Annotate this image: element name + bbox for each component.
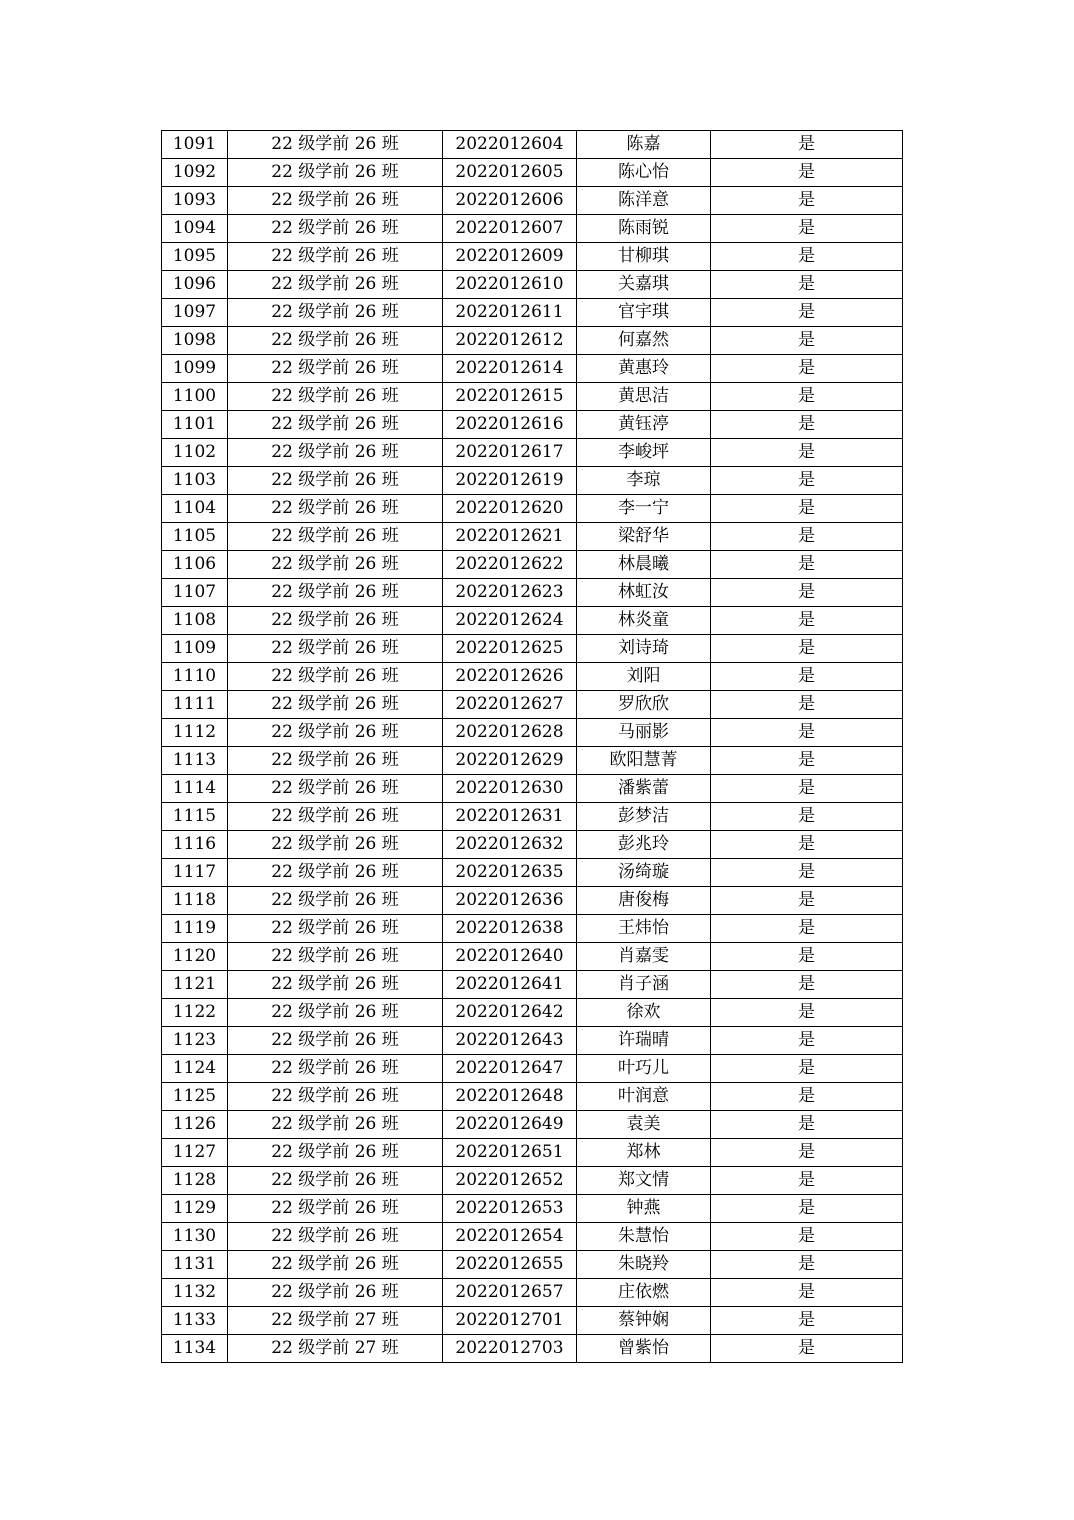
student-name-cell: 叶巧儿 <box>577 1055 711 1083</box>
row-number-cell: 1097 <box>162 299 228 327</box>
table-row <box>162 747 903 775</box>
student-id-cell: 2022012638 <box>443 915 577 943</box>
student-name-cell: 徐欢 <box>577 999 711 1027</box>
student-id-cell: 2022012611 <box>443 299 577 327</box>
table-row <box>162 915 903 943</box>
table-row <box>162 1167 903 1195</box>
student-id-cell: 2022012620 <box>443 495 577 523</box>
class-cell: 22 级学前 26 班 <box>228 131 443 159</box>
row-number-cell: 1130 <box>162 1223 228 1251</box>
status-cell: 是 <box>711 1251 903 1279</box>
row-number-cell: 1133 <box>162 1307 228 1335</box>
row-number-cell: 1099 <box>162 355 228 383</box>
table-row <box>162 355 903 383</box>
row-number-cell: 1107 <box>162 579 228 607</box>
student-id-cell: 2022012612 <box>443 327 577 355</box>
table-row <box>162 775 903 803</box>
class-cell: 22 级学前 26 班 <box>228 1279 443 1307</box>
student-id-cell: 2022012626 <box>443 663 577 691</box>
class-cell: 22 级学前 26 班 <box>228 1223 443 1251</box>
student-id-cell: 2022012635 <box>443 859 577 887</box>
row-number-cell: 1115 <box>162 803 228 831</box>
student-name-cell: 梁舒华 <box>577 523 711 551</box>
student-id-cell: 2022012610 <box>443 271 577 299</box>
student-name-cell: 郑文情 <box>577 1167 711 1195</box>
student-name-cell: 潘紫蕾 <box>577 775 711 803</box>
class-cell: 22 级学前 26 班 <box>228 1027 443 1055</box>
student-name-cell: 关嘉琪 <box>577 271 711 299</box>
student-name-cell: 李琼 <box>577 467 711 495</box>
student-id-cell: 2022012628 <box>443 719 577 747</box>
row-number-cell: 1103 <box>162 467 228 495</box>
class-cell: 22 级学前 26 班 <box>228 1251 443 1279</box>
status-cell: 是 <box>711 271 903 299</box>
status-cell: 是 <box>711 495 903 523</box>
status-cell: 是 <box>711 691 903 719</box>
table-row <box>162 971 903 999</box>
status-cell: 是 <box>711 215 903 243</box>
table-row <box>162 1251 903 1279</box>
student-name-cell: 彭兆玲 <box>577 831 711 859</box>
class-cell: 22 级学前 26 班 <box>228 831 443 859</box>
student-id-cell: 2022012619 <box>443 467 577 495</box>
table-row <box>162 1027 903 1055</box>
status-cell: 是 <box>711 327 903 355</box>
class-cell: 22 级学前 26 班 <box>228 1083 443 1111</box>
class-cell: 22 级学前 26 班 <box>228 467 443 495</box>
student-name-cell: 陈心怡 <box>577 159 711 187</box>
row-number-cell: 1127 <box>162 1139 228 1167</box>
student-name-cell: 李峻坪 <box>577 439 711 467</box>
table-row <box>162 859 903 887</box>
row-number-cell: 1102 <box>162 439 228 467</box>
student-id-cell: 2022012621 <box>443 523 577 551</box>
status-cell: 是 <box>711 411 903 439</box>
row-number-cell: 1101 <box>162 411 228 439</box>
table-row <box>162 803 903 831</box>
class-cell: 22 级学前 26 班 <box>228 327 443 355</box>
status-cell: 是 <box>711 1279 903 1307</box>
table-row <box>162 243 903 271</box>
class-cell: 22 级学前 26 班 <box>228 887 443 915</box>
status-cell: 是 <box>711 551 903 579</box>
student-name-cell: 汤绮璇 <box>577 859 711 887</box>
student-id-cell: 2022012614 <box>443 355 577 383</box>
row-number-cell: 1108 <box>162 607 228 635</box>
status-cell: 是 <box>711 159 903 187</box>
student-id-cell: 2022012632 <box>443 831 577 859</box>
student-id-cell: 2022012653 <box>443 1195 577 1223</box>
student-name-cell: 叶润意 <box>577 1083 711 1111</box>
row-number-cell: 1123 <box>162 1027 228 1055</box>
row-number-cell: 1128 <box>162 1167 228 1195</box>
student-name-cell: 朱晓羚 <box>577 1251 711 1279</box>
class-cell: 22 级学前 26 班 <box>228 523 443 551</box>
status-cell: 是 <box>711 243 903 271</box>
row-number-cell: 1131 <box>162 1251 228 1279</box>
row-number-cell: 1117 <box>162 859 228 887</box>
table-row <box>162 607 903 635</box>
class-cell: 22 级学前 26 班 <box>228 1055 443 1083</box>
status-cell: 是 <box>711 719 903 747</box>
student-name-cell: 马丽影 <box>577 719 711 747</box>
table-row <box>162 383 903 411</box>
student-name-cell: 官宇琪 <box>577 299 711 327</box>
class-cell: 22 级学前 26 班 <box>228 635 443 663</box>
table-row <box>162 439 903 467</box>
student-id-cell: 2022012615 <box>443 383 577 411</box>
class-cell: 22 级学前 26 班 <box>228 803 443 831</box>
status-cell: 是 <box>711 943 903 971</box>
row-number-cell: 1116 <box>162 831 228 859</box>
student-id-cell: 2022012617 <box>443 439 577 467</box>
student-name-cell: 钟燕 <box>577 1195 711 1223</box>
table-row <box>162 1223 903 1251</box>
table-row <box>162 1307 903 1335</box>
status-cell: 是 <box>711 439 903 467</box>
row-number-cell: 1106 <box>162 551 228 579</box>
student-name-cell: 彭梦洁 <box>577 803 711 831</box>
status-cell: 是 <box>711 383 903 411</box>
table-row <box>162 1335 903 1363</box>
class-cell: 22 级学前 26 班 <box>228 971 443 999</box>
status-cell: 是 <box>711 1223 903 1251</box>
status-cell: 是 <box>711 579 903 607</box>
status-cell: 是 <box>711 747 903 775</box>
class-cell: 22 级学前 26 班 <box>228 915 443 943</box>
row-number-cell: 1129 <box>162 1195 228 1223</box>
student-name-cell: 刘诗琦 <box>577 635 711 663</box>
status-cell: 是 <box>711 915 903 943</box>
status-cell: 是 <box>711 131 903 159</box>
student-id-cell: 2022012651 <box>443 1139 577 1167</box>
row-number-cell: 1124 <box>162 1055 228 1083</box>
status-cell: 是 <box>711 523 903 551</box>
row-number-cell: 1113 <box>162 747 228 775</box>
table-row <box>162 551 903 579</box>
class-cell: 22 级学前 26 班 <box>228 607 443 635</box>
student-id-cell: 2022012607 <box>443 215 577 243</box>
class-cell: 22 级学前 26 班 <box>228 663 443 691</box>
student-id-cell: 2022012623 <box>443 579 577 607</box>
table-row <box>162 523 903 551</box>
row-number-cell: 1120 <box>162 943 228 971</box>
row-number-cell: 1121 <box>162 971 228 999</box>
status-cell: 是 <box>711 355 903 383</box>
class-cell: 22 级学前 26 班 <box>228 859 443 887</box>
class-cell: 22 级学前 26 班 <box>228 1111 443 1139</box>
table-row <box>162 999 903 1027</box>
row-number-cell: 1094 <box>162 215 228 243</box>
status-cell: 是 <box>711 1195 903 1223</box>
student-table <box>161 130 903 1363</box>
student-name-cell: 何嘉然 <box>577 327 711 355</box>
student-name-cell: 肖子涵 <box>577 971 711 999</box>
student-id-cell: 2022012606 <box>443 187 577 215</box>
student-name-cell: 林炎童 <box>577 607 711 635</box>
status-cell: 是 <box>711 1335 903 1363</box>
table-row <box>162 411 903 439</box>
student-name-cell: 郑林 <box>577 1139 711 1167</box>
student-name-cell: 曾紫怡 <box>577 1335 711 1363</box>
row-number-cell: 1093 <box>162 187 228 215</box>
student-id-cell: 2022012642 <box>443 999 577 1027</box>
class-cell: 22 级学前 26 班 <box>228 943 443 971</box>
table-row <box>162 1111 903 1139</box>
row-number-cell: 1110 <box>162 663 228 691</box>
row-number-cell: 1126 <box>162 1111 228 1139</box>
status-cell: 是 <box>711 663 903 691</box>
row-number-cell: 1092 <box>162 159 228 187</box>
student-name-cell: 陈嘉 <box>577 131 711 159</box>
status-cell: 是 <box>711 635 903 663</box>
table-row <box>162 299 903 327</box>
status-cell: 是 <box>711 775 903 803</box>
status-cell: 是 <box>711 1167 903 1195</box>
status-cell: 是 <box>711 831 903 859</box>
student-name-cell: 罗欣欣 <box>577 691 711 719</box>
class-cell: 22 级学前 26 班 <box>228 215 443 243</box>
class-cell: 22 级学前 26 班 <box>228 187 443 215</box>
student-id-cell: 2022012652 <box>443 1167 577 1195</box>
student-id-cell: 2022012609 <box>443 243 577 271</box>
row-number-cell: 1104 <box>162 495 228 523</box>
table-row <box>162 1139 903 1167</box>
table-row <box>162 579 903 607</box>
table-row <box>162 495 903 523</box>
row-number-cell: 1119 <box>162 915 228 943</box>
student-id-cell: 2022012604 <box>443 131 577 159</box>
student-id-cell: 2022012627 <box>443 691 577 719</box>
table-row <box>162 187 903 215</box>
student-name-cell: 黄钰渟 <box>577 411 711 439</box>
class-cell: 22 级学前 26 班 <box>228 159 443 187</box>
table-row <box>162 327 903 355</box>
class-cell: 22 级学前 27 班 <box>228 1335 443 1363</box>
status-cell: 是 <box>711 803 903 831</box>
student-id-cell: 2022012636 <box>443 887 577 915</box>
table-row <box>162 831 903 859</box>
student-name-cell: 袁美 <box>577 1111 711 1139</box>
class-cell: 22 级学前 26 班 <box>228 1139 443 1167</box>
student-name-cell: 王炜怡 <box>577 915 711 943</box>
status-cell: 是 <box>711 1111 903 1139</box>
class-cell: 22 级学前 26 班 <box>228 411 443 439</box>
class-cell: 22 级学前 26 班 <box>228 775 443 803</box>
table-row <box>162 887 903 915</box>
class-cell: 22 级学前 26 班 <box>228 271 443 299</box>
table-row <box>162 663 903 691</box>
row-number-cell: 1132 <box>162 1279 228 1307</box>
table-row <box>162 943 903 971</box>
class-cell: 22 级学前 26 班 <box>228 355 443 383</box>
student-id-cell: 2022012616 <box>443 411 577 439</box>
status-cell: 是 <box>711 887 903 915</box>
class-cell: 22 级学前 27 班 <box>228 1307 443 1335</box>
class-cell: 22 级学前 26 班 <box>228 1167 443 1195</box>
table-row <box>162 467 903 495</box>
class-cell: 22 级学前 26 班 <box>228 579 443 607</box>
table-row <box>162 1055 903 1083</box>
table-row <box>162 635 903 663</box>
row-number-cell: 1091 <box>162 131 228 159</box>
class-cell: 22 级学前 26 班 <box>228 299 443 327</box>
student-name-cell: 朱慧怡 <box>577 1223 711 1251</box>
student-id-cell: 2022012625 <box>443 635 577 663</box>
student-id-cell: 2022012657 <box>443 1279 577 1307</box>
student-name-cell: 李一宁 <box>577 495 711 523</box>
student-name-cell: 陈洋意 <box>577 187 711 215</box>
row-number-cell: 1095 <box>162 243 228 271</box>
student-name-cell: 林虹汝 <box>577 579 711 607</box>
student-name-cell: 庄依燃 <box>577 1279 711 1307</box>
student-id-cell: 2022012649 <box>443 1111 577 1139</box>
student-id-cell: 2022012648 <box>443 1083 577 1111</box>
student-id-cell: 2022012605 <box>443 159 577 187</box>
class-cell: 22 级学前 26 班 <box>228 719 443 747</box>
row-number-cell: 1096 <box>162 271 228 299</box>
student-id-cell: 2022012703 <box>443 1335 577 1363</box>
student-id-cell: 2022012640 <box>443 943 577 971</box>
table-body <box>162 131 903 1363</box>
status-cell: 是 <box>711 859 903 887</box>
student-id-cell: 2022012641 <box>443 971 577 999</box>
student-name-cell: 林晨曦 <box>577 551 711 579</box>
table-row <box>162 159 903 187</box>
status-cell: 是 <box>711 299 903 327</box>
class-cell: 22 级学前 26 班 <box>228 495 443 523</box>
table-row <box>162 215 903 243</box>
student-id-cell: 2022012630 <box>443 775 577 803</box>
student-id-cell: 2022012631 <box>443 803 577 831</box>
status-cell: 是 <box>711 1083 903 1111</box>
student-id-cell: 2022012622 <box>443 551 577 579</box>
class-cell: 22 级学前 26 班 <box>228 747 443 775</box>
student-id-cell: 2022012643 <box>443 1027 577 1055</box>
class-cell: 22 级学前 26 班 <box>228 1195 443 1223</box>
row-number-cell: 1111 <box>162 691 228 719</box>
student-name-cell: 黄惠玲 <box>577 355 711 383</box>
class-cell: 22 级学前 26 班 <box>228 243 443 271</box>
status-cell: 是 <box>711 607 903 635</box>
student-name-cell: 许瑞晴 <box>577 1027 711 1055</box>
row-number-cell: 1109 <box>162 635 228 663</box>
row-number-cell: 1100 <box>162 383 228 411</box>
student-id-cell: 2022012654 <box>443 1223 577 1251</box>
student-name-cell: 陈雨锐 <box>577 215 711 243</box>
class-cell: 22 级学前 26 班 <box>228 691 443 719</box>
row-number-cell: 1105 <box>162 523 228 551</box>
status-cell: 是 <box>711 1027 903 1055</box>
student-name-cell: 刘阳 <box>577 663 711 691</box>
status-cell: 是 <box>711 187 903 215</box>
student-id-cell: 2022012647 <box>443 1055 577 1083</box>
class-cell: 22 级学前 26 班 <box>228 383 443 411</box>
row-number-cell: 1134 <box>162 1335 228 1363</box>
status-cell: 是 <box>711 1139 903 1167</box>
table-row <box>162 1083 903 1111</box>
student-name-cell: 甘柳琪 <box>577 243 711 271</box>
class-cell: 22 级学前 26 班 <box>228 551 443 579</box>
table-row <box>162 691 903 719</box>
row-number-cell: 1122 <box>162 999 228 1027</box>
table-row <box>162 1195 903 1223</box>
status-cell: 是 <box>711 999 903 1027</box>
status-cell: 是 <box>711 1055 903 1083</box>
status-cell: 是 <box>711 1307 903 1335</box>
row-number-cell: 1125 <box>162 1083 228 1111</box>
row-number-cell: 1098 <box>162 327 228 355</box>
status-cell: 是 <box>711 971 903 999</box>
table-row <box>162 131 903 159</box>
table-row <box>162 719 903 747</box>
student-name-cell: 欧阳慧菁 <box>577 747 711 775</box>
student-name-cell: 黄思洁 <box>577 383 711 411</box>
student-name-cell: 唐俊梅 <box>577 887 711 915</box>
class-cell: 22 级学前 26 班 <box>228 439 443 467</box>
class-cell: 22 级学前 26 班 <box>228 999 443 1027</box>
table-row <box>162 1279 903 1307</box>
student-id-cell: 2022012629 <box>443 747 577 775</box>
student-name-cell: 蔡钟娴 <box>577 1307 711 1335</box>
row-number-cell: 1114 <box>162 775 228 803</box>
row-number-cell: 1112 <box>162 719 228 747</box>
student-id-cell: 2022012701 <box>443 1307 577 1335</box>
student-name-cell: 肖嘉雯 <box>577 943 711 971</box>
status-cell: 是 <box>711 467 903 495</box>
row-number-cell: 1118 <box>162 887 228 915</box>
student-id-cell: 2022012655 <box>443 1251 577 1279</box>
student-id-cell: 2022012624 <box>443 607 577 635</box>
table-row <box>162 271 903 299</box>
